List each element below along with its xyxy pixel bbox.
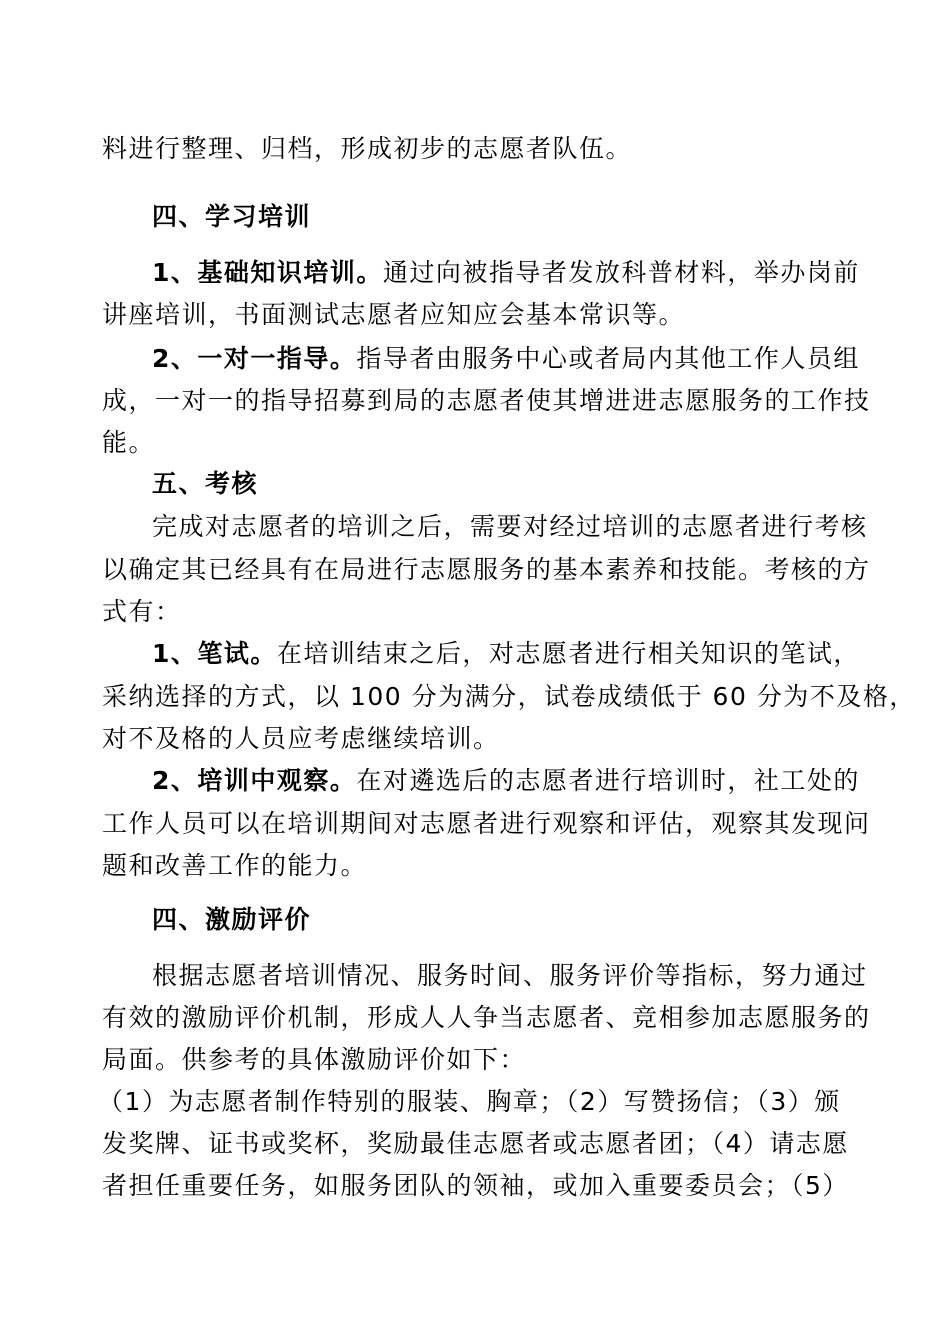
section-heading-incentive-evaluation: 四、激励评价 (152, 905, 312, 934)
item-lead-bold: 2、一对一指导。 (152, 344, 357, 373)
section-heading-study-training: 四、学习培训 (152, 202, 312, 231)
body-text-line: （1）为志愿者制作特别的服装、胸章；（2）写赞扬信；（3）颁 (98, 1087, 841, 1116)
body-text-line: 者担任重要任务，如服务团队的领袖，或加入重要委员会；（5） (102, 1171, 849, 1200)
item-text: 指导者由服务中心或者局内其他工作人员组 (356, 344, 860, 373)
item-lead-bold: 1、笔试。 (152, 639, 277, 668)
body-text-line: 能。 (102, 428, 156, 457)
paragraph-basic-knowledge-training (152, 258, 862, 288)
body-text-line: 完成对志愿者的培训之后，需要对经过培训的志愿者进行考核 (152, 512, 868, 541)
paragraph-written-test (152, 639, 862, 669)
item-lead-bold: 2、培训中观察。 (152, 766, 357, 795)
body-text-line: 发奖牌、证书或奖杯，奖励最佳志愿者或志愿者团；（4）请志愿 (102, 1129, 849, 1158)
body-text-line: 对不及格的人员应考虑继续培训。 (102, 724, 500, 753)
item-text: 在对遴选后的志愿者进行培训时，社工处的 (356, 766, 860, 795)
paragraph-one-on-one-guidance (152, 344, 862, 374)
body-text-line: 式有： (102, 597, 182, 626)
body-text-line: 成，一对一的指导招募到局的志愿者使其增进进志愿服务的工作技 (102, 386, 871, 415)
body-text-line: 题和改善工作的能力。 (102, 851, 368, 880)
item-text: 通过向被指导者发放科普材料，举办岗前 (382, 258, 860, 287)
item-lead-bold: 1、基础知识培训。 (152, 258, 383, 287)
body-text-line: 有效的激励评价机制，形成人人争当志愿者、竞相参加志愿服务的 (102, 1003, 871, 1032)
body-text-line: 讲座培训，书面测试志愿者应知应会基本常识等。 (102, 300, 686, 329)
body-text-line: 料进行整理、归档，形成初步的志愿者队伍。 (102, 134, 633, 163)
body-text-line: 根据志愿者培训情况、服务时间、服务评价等指标，努力通过 (152, 961, 868, 990)
body-text-line: 以确定其已经具有在局进行志愿服务的基本素养和技能。考核的方 (102, 555, 871, 584)
body-text-line: 工作人员可以在培训期间对志愿者进行观察和评估，观察其发现问 (102, 809, 871, 838)
item-text: 在培训结束之后，对志愿者进行相关知识的笔试， (276, 639, 860, 668)
body-text-line: 采纳选择的方式，以 100 分为满分，试卷成绩低于 60 分为不及格， (102, 682, 916, 711)
section-heading-assessment: 五、考核 (152, 469, 259, 498)
paragraph-observation-during-training (152, 766, 862, 796)
body-text-line: 局面。供参考的具体激励评价如下： (102, 1045, 527, 1074)
